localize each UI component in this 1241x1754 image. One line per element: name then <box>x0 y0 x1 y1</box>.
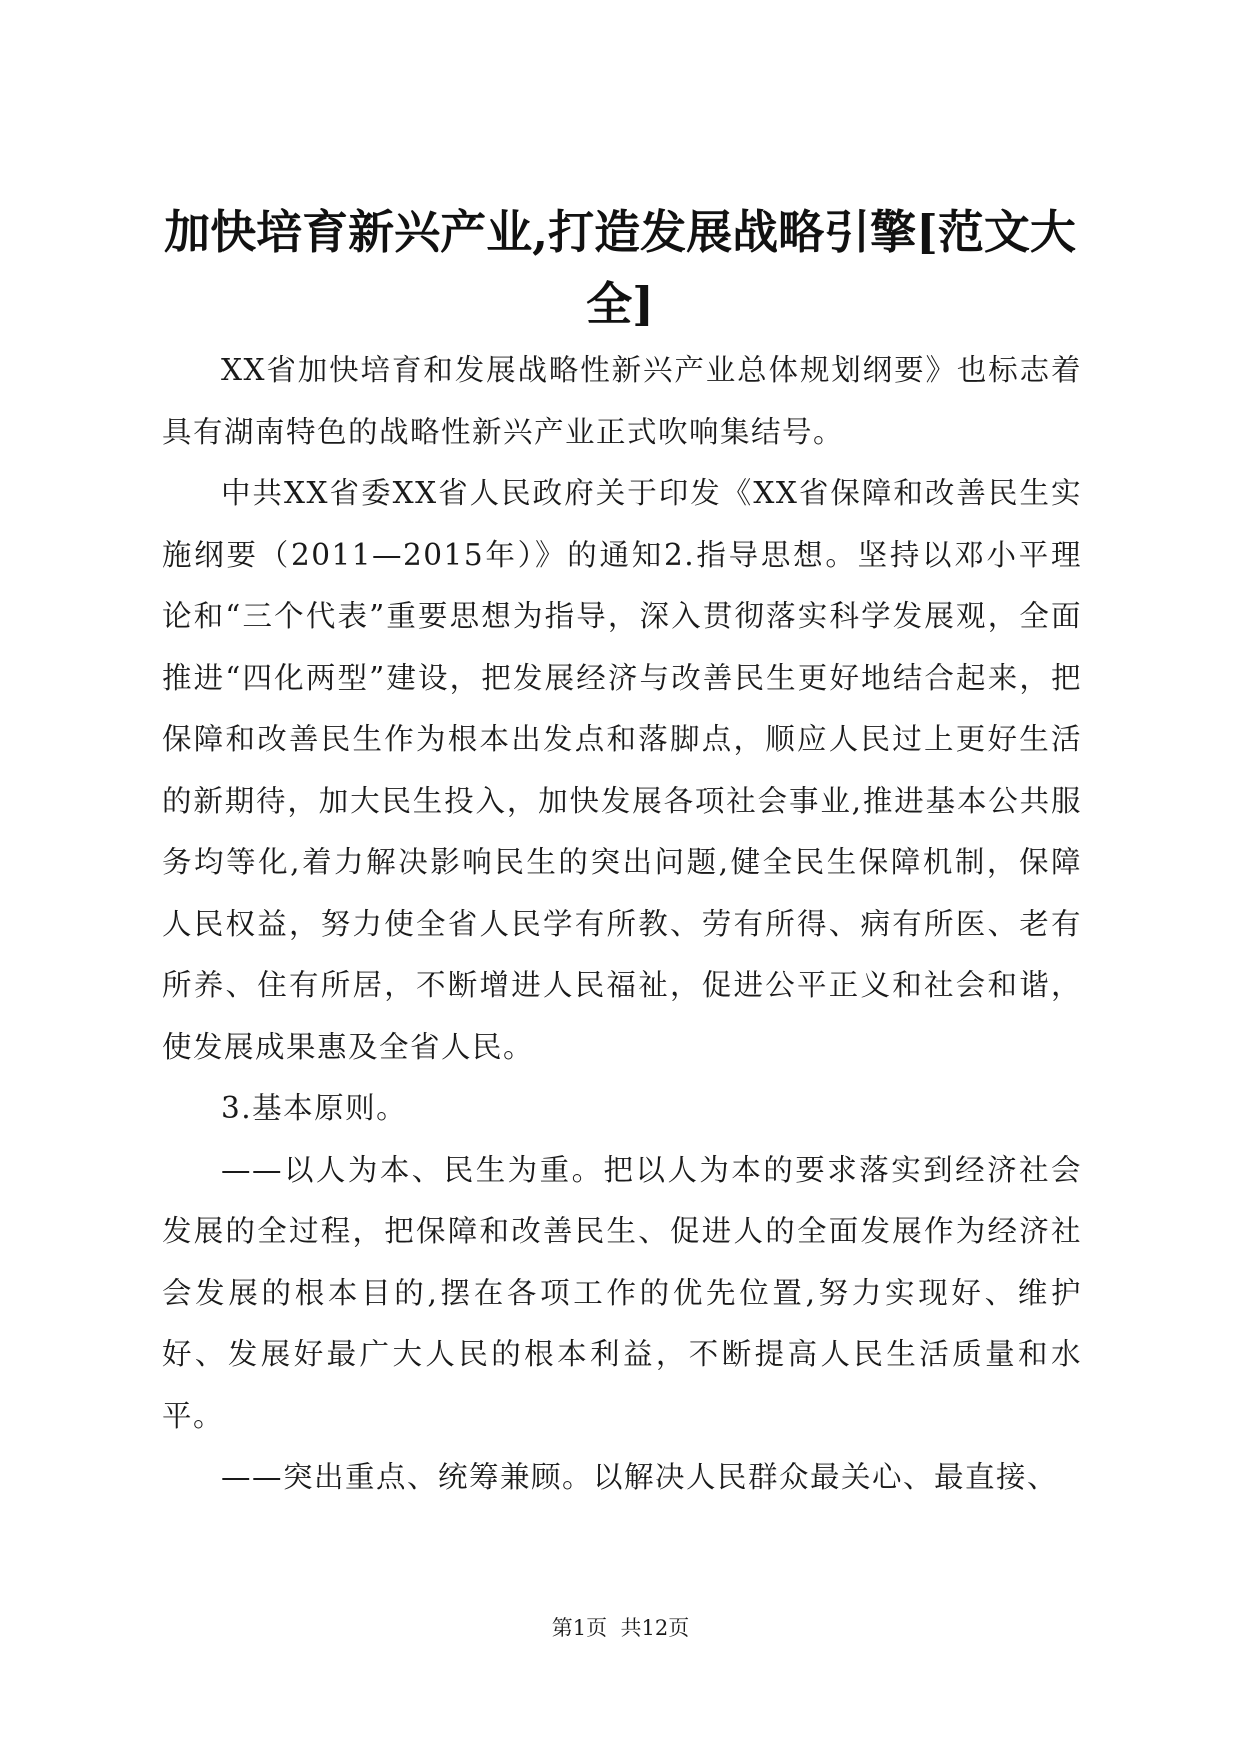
body-paragraph-4: ——以人为本、民生为重。把以人为本的要求落实到经济社会发展的全过程，把保障和改善民生、促进人的全面发展作为经济社会发展的根本目的,摆在各项工作的优先位置,努力实现好、维护好、发展好最广大人民的根本利益，不断提高人民生活质量和水平。 <box>162 1152 1082 1433</box>
body-paragraph-2: 中共XX省委XX省人民政府关于印发《XX省保障和改善民生实施纲要（2011—2015年）》的通知2.指导思想。坚持以邓小平理论和“三个代表”重要思想为指导，深入贯彻落实科学发展观，全面推进“四化两型”建设，把发展经济与改善民生更好地结合起来，把保障和改善民生作为根本出发点和落脚点，顺应人民过上更好生活的新期待，加大民生投入，加快发展各项社会事业,推进基本公共服务均等化,着力解决影响民生的突出问题,健全民生保障机制，保障人民权益，努力使全省人民学有所教、劳有所得、病有所医、老有所养、住有所居，不断增进人民福祉，促进公平正义和社会和谐，使发展成果惠及全省人民。 <box>162 476 1082 1064</box>
page-number-footer: 第1页 共12页 <box>551 1616 690 1640</box>
body-paragraph-1: XX省加快培育和发展战略性新兴产业总体规划纲要》也标志着具有湖南特色的战略性新兴产业正式吹响集结号。 <box>162 353 1082 449</box>
document-title: 加快培育新兴产业,打造发展战略引擎[范文大全] <box>164 205 1076 331</box>
body-paragraph-3: 3.基本原则。 <box>221 1091 408 1125</box>
document-body <box>162 340 1082 1509</box>
body-paragraph-5: ——突出重点、统筹兼顾。以解决人民群众最关心、最直接、 <box>221 1460 1059 1494</box>
